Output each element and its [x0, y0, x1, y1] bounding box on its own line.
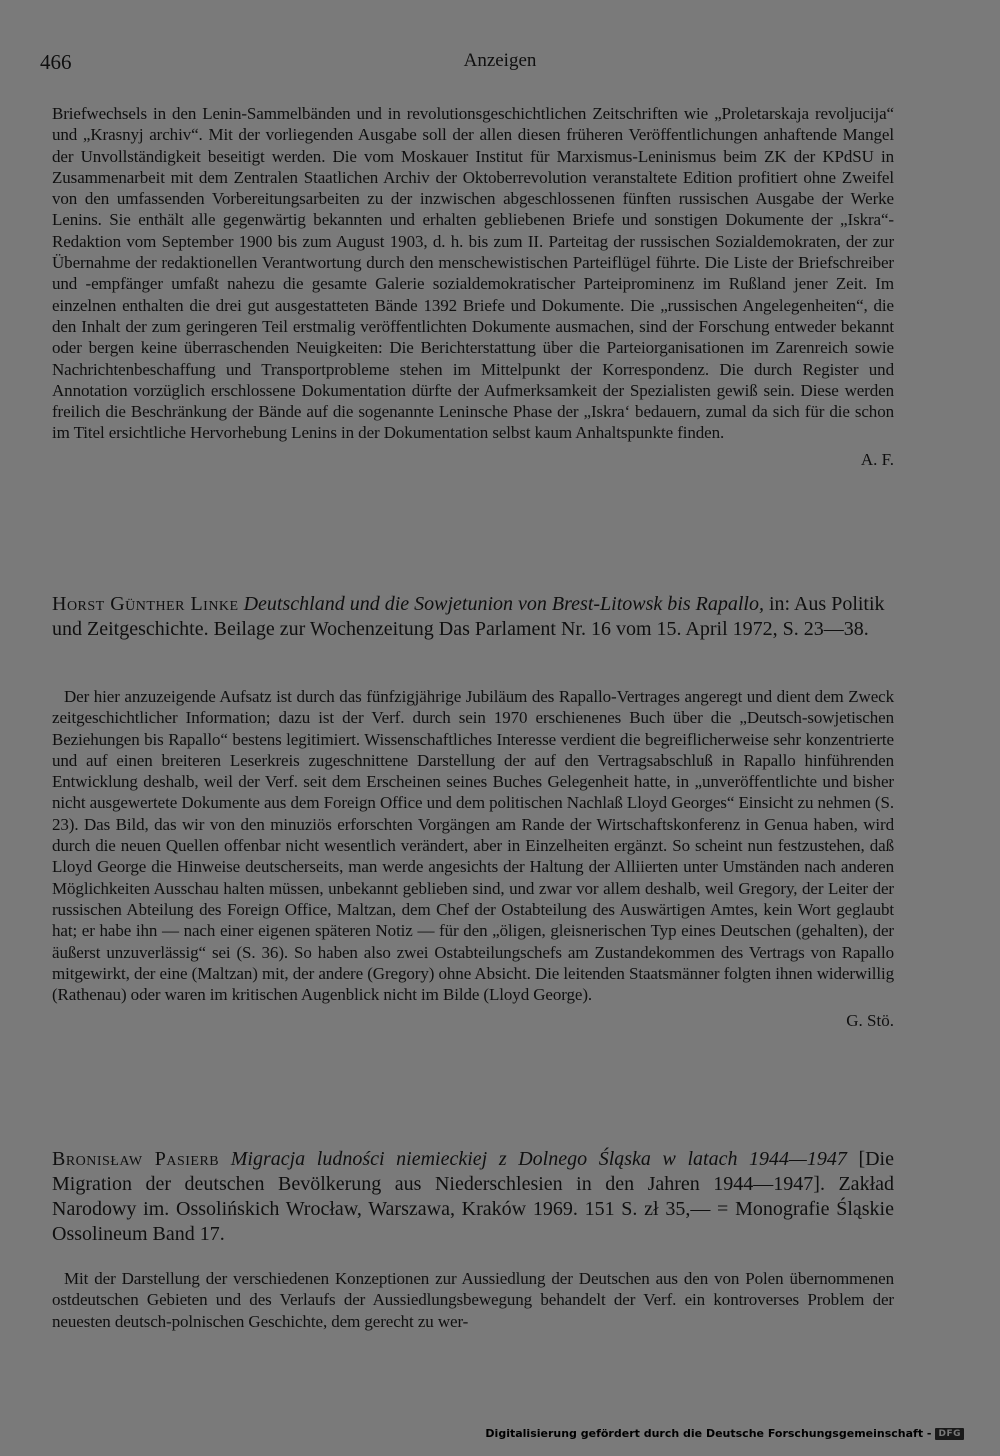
entry-linke-citation	[52, 592, 894, 642]
review-previous	[52, 103, 894, 470]
page-number: 466	[40, 50, 72, 74]
entry-title: Deutschland und die Sowjetunion von Brest-Litowsk bis Rapallo,	[243, 593, 764, 615]
review-previous-text: Briefwechsels in den Lenin-Sammelbänden und in revolutionsgeschichtlichen Zeitschriften wie „Proletarskaja revoljucija“ und „Krasnyj archiv“. Mit der vorliegenden Ausgabe soll der allen diesen früheren Veröffentlichungen anhaftende Mangel der Unvollständigkeit beseitigt werden. Die vom Moskauer Institut für Marxismus-Leninismus beim ZK der KPdSU in Zusammenarbeit mit dem Zentralen Staatlichen Archiv der Oktoberrevolution veranstaltete Edition profitiert ohne Zweifel von den umfassenden Vorbereitungsarbeiten zu der inzwischen abgeschlossenen fünften russischen Ausgabe der Werke Lenins. Sie enthält alle gegenwärtig bekannten und erhalten gebliebenen Briefe und sonstigen Dokumente der „Iskra“-Redaktion vom September 1900 bis zum August 1903, d. h. bis zum II. Parteitag der russischen Sozialdemokraten, der zur Übernahme der redaktionellen Verantwortung durch den menschewistischen Parteiflügel führte. Die Liste der Briefschreiber und -empfänger umfaßt nahezu die gesamte Galerie sozialdemokratischer Parteiprominenz im Rußland jener Zeit. Im einzelnen enthalten die drei gut ausgestatteten Bände 1392 Briefe und Dokumente. Die „russischen Angelegenheiten“, die den Inhalt der zum geringeren Teil erstmalig veröffentlichten Dokumente ausmachen, sind der Forschung entweder bekannt oder bergen keine überraschenden Neuigkeiten: Die Berichterstattung über die Parteiorganisationen im Zarenreich sowie Nachrichtenbeschaffung und Transportprobleme stehen im Mittelpunkt der Korrespondenz. Die durch Register und Annotation vorzüglich erschlossene Dokumentation dürfte der Aufmerksamkeit der Spezialisten gewiß sein. Diese werden freilich die Beschränkung der Bände auf die sogenannte Leninsche Phase der „Iskra‘ bedauern, zumal da sich für die schon im Titel ersichtliche Hervorhebung Lenins in der Dokumentation selbst kaum Anhaltspunkte finden.	[52, 104, 894, 443]
entry-pasierb-citation	[52, 1147, 894, 1247]
entry-review-text: Mit der Darstellung der verschiedenen Konzeptionen zur Aussiedlung der Deutschen aus den von Polen übernommenen ostdeutschen Gebieten und des Verlaufs der Aussiedlungsbewegung behandelt der Verf. ein kontroverses Problem der neuesten deutsch-polnischen Geschichte, dem gerecht zu wer-	[52, 1269, 894, 1331]
entry-linke-review	[52, 686, 894, 1031]
credit-text: Digitalisierung gefördert durch die Deutsche Forschungsgemeinschaft -	[485, 1427, 932, 1440]
running-head	[40, 50, 960, 80]
entry-publication: [Die Migration der deutschen Bevölkerung aus Niederschlesien in den Jahren 1944—1947]. Zakład Narodowy im. Ossolińskich Wrocław, Warszawa, Kraków 1969. 151 S. zł 35,— = Monografie Śląskie Ossolineum Band 17.	[52, 1148, 894, 1245]
entry-pasierb-review	[52, 1268, 894, 1332]
digitization-credit	[485, 1427, 964, 1440]
entry-author: Bronisław Pasierb	[52, 1148, 220, 1170]
dfg-logo: DFG	[935, 1428, 964, 1440]
entry-author: Horst Günther Linke	[52, 593, 239, 615]
entry-publication: in: Aus Politik und Zeitgeschichte. Beilage zur Wochenzeitung Das Parlament Nr. 16 vom 15. April 1972, S. 23—38.	[52, 593, 885, 640]
section-title: Anzeigen	[463, 50, 537, 71]
entry-review-text: Der hier anzuzeigende Aufsatz ist durch das fünfzigjährige Jubiläum des Rapallo-Vertrages angeregt und dient dem Zweck zeitgeschichtlicher Information; dazu ist der Verf. durch sein 1970 erschienenes Buch über die „Deutsch-sowjetischen Beziehungen bis Rapallo“ bestens legitimiert. Wissenschaftliches Interesse verdient die begreiflicherweise sehr konzentrierte und auf einen breiteren Leserkreis zugeschnittene Darstellung der auf den Vertragsabschluß in Rapallo hinführenden Entwicklung deshalb, weil der Verf. seit dem Erscheinen seines Buches Gelegenheit hatte, in „unveröffentlichte und bisher nicht ausgewertete Dokumente aus dem Foreign Office und dem politischen Nachlaß Lloyd Georges“ Einsicht zu nehmen (S. 23). Das Bild, das wir von den minuziös erforschten Vorgängen am Rande der Wirtschaftskonferenz in Genua haben, wird durch die neuen Quellen offenbar nicht wesentlich verändert, aber in Einzelheiten ergänzt. So scheint nun festzustehen, daß Lloyd George die Hinweise deutscherseits, man werde angesichts der Haltung der Alliierten unter Umständen nach anderen Möglichkeiten Ausschau halten müssen, unbekannt geblieben sind, und zwar vor allem deshalb, weil Gregory, der Leiter der russischen Abteilung des Foreign Office, Maltzan, dem Chef der Ostabteilung des Auswärtigen Amtes, kein Wort geglaubt hat; er habe ihn — nach einer eigenen späteren Notiz — für den „öligen, gleisnerischen Typ eines Deutschen (gehalten), der äußerst unzuverlässig“ sei (S. 36). So haben also zwei Ostabteilungschefs am Zustandekommen des Vertrags von Rapallo mitgewirkt, der eine (Maltzan) mit, der andere (Gregory) ohne Absicht. Die leitenden Staatsmänner folgten ihnen widerwillig (Rathenau) oder waren im kritischen Augenblick nicht im Bilde (Lloyd George).	[52, 687, 894, 1005]
reviewer-signature: G. Stö.	[846, 1011, 894, 1031]
reviewer-signature: A. F.	[860, 449, 894, 469]
entry-title: Migracja ludności niemieckiej z Dolnego Śląska w latach 1944—1947	[230, 1148, 847, 1170]
